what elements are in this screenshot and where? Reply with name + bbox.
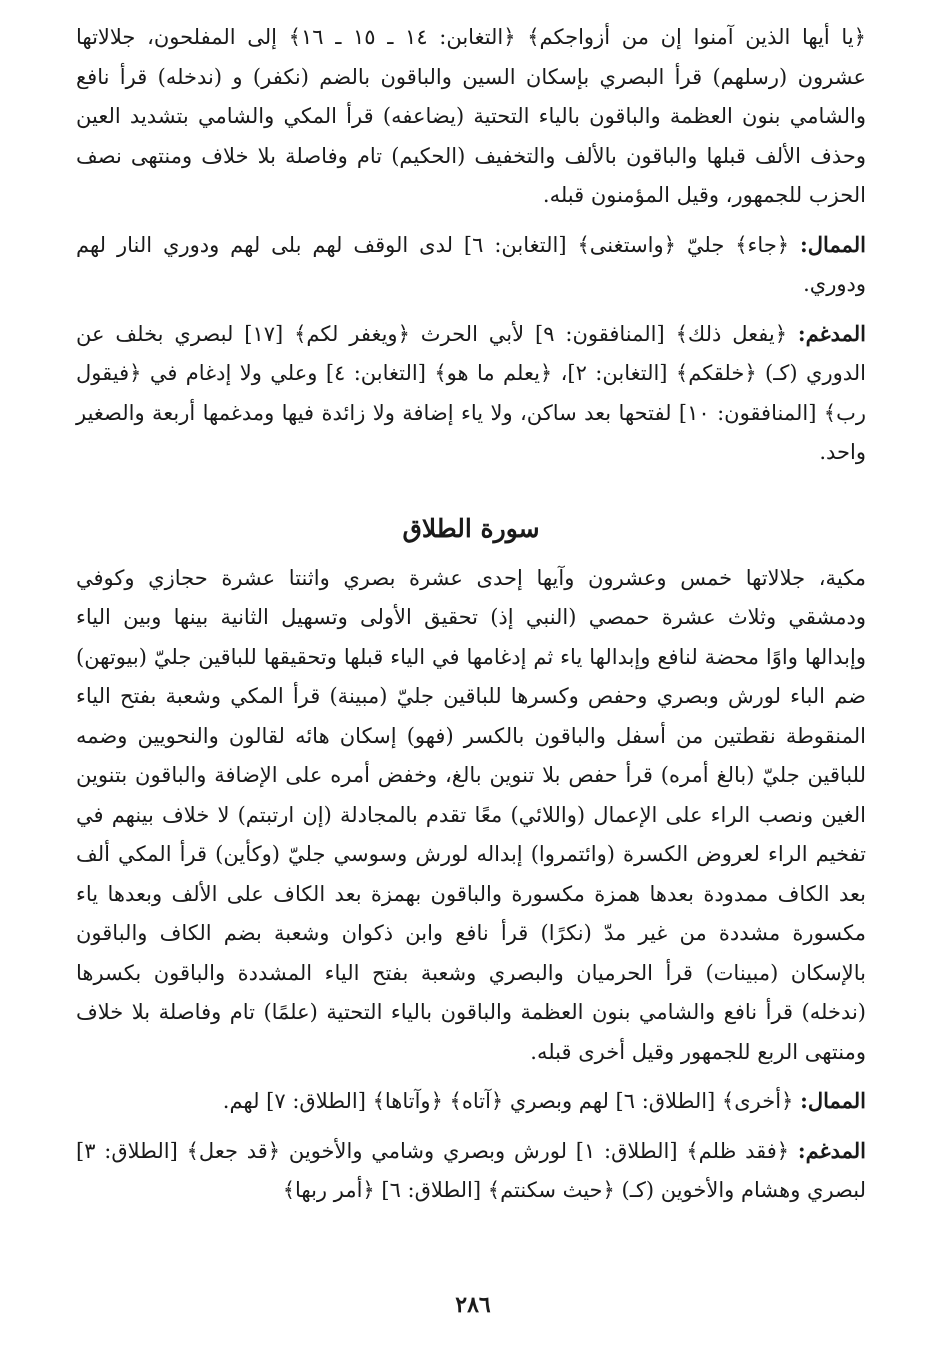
paragraph-mudgham-talaq xyxy=(76,1131,866,1211)
paragraph-taghabun-end: ﴿يا أيها الذين آمنوا إن من أزواجكم﴾ ﴿التغابن: ١٤ ـ ١٥ ـ ١٦﴾ إلى المفلحون، جلالاتها عشرون (رسلهم) قرأ البصري بإسكان السين والباقون بالضم (نكفر) و (ندخله) قرأ نافع والشامي بنون العظمة والباقون بالياء التحتية (يضاعفه) قرأ المكي والشامي بتشديد العين وحذف الألف قبلها والباقون بالألف والتخفيف (الحكيم) تام وفاصلة بلا خلاف ومنتهى نصف الحزب للجمهور، وقيل المؤمنون قبله. xyxy=(76,25,866,207)
paragraph-mumal-talaq xyxy=(76,1081,866,1122)
mumal-text: ﴿جاء﴾ جليّ ﴿واستغنى﴾ [التغابن: ٦] لدى الوقف لهم بلى لهم ودوري النار لهم ودوري. xyxy=(76,232,866,296)
paragraph-mumal-taghabun xyxy=(76,225,866,305)
mudgham-text: ﴿يفعل ذلك﴾ [المنافقون: ٩] لأبي الحرث ﴿ويغفر لكم﴾ [١٧] لبصري بخلف عن الدوري (كـ) ﴿خلقكم﴾ [التغابن: ٢]، ﴿يعلم ما هو﴾ [التغابن: ٤] وعلي ولا إدغام في ﴿فيقول رب﴾ [المنافقون: ١٠] لفتحها بعد ساكن، ولا ياء إضافة ولا زائدة فيها ومدغمها أربعة والصغير واحد. xyxy=(76,321,866,464)
paragraph-mudgham-taghabun xyxy=(76,314,866,473)
paragraph-talaq-intro: مكية، جلالاتها خمس وعشرون وآيها إحدى عشرة بصري واثنتا عشرة حجازي وكوفي ودمشقي وثلاث عشرة حمصي (النبي إذ) تحقيق الأولى وتسهيل الثانية بينها وبين الياء وإبدالها واوًا محضة لنافع وإبدالها ياء ثم إدغامها في الياء قبلها وتحقيقها للباقين جليّ (بيوتهن) ضم الباء لورش وبصري وحفص وكسرها للباقين جليّ (مبينة) قرأ المكي وشعبة بفتح الياء المنقوطة نقطتين من أسفل والباقون بالكسر (فهو) إسكان هائه لقالون والنحويين وضمه للباقين جليّ (بالغ أمره) قرأ حفص بلا تنوين بالغ، وخفض أمره على الإضافة والباقون بتنوين الغين ونصب الراء على الإعمال (واللائي) معًا تقدم بالمجادلة (إن ارتبتم) لا خلاف بينهم في تفخيم الراء لعروض الكسرة (وائتمروا) إبداله لورش وسوسي جليّ (وكأين) قرأ المكي ألف بعد الكاف ممدودة بعدها همزة مكسورة والباقون بهمزة بعد الكاف على الألف وبعدها ياء مكسورة مشددة من غير مدّ (نكرًا) قرأ نافع وابن ذكوان وشعبة بضم الكاف والباقون بالإسكان (مبينات) قرأ الحرميان والبصري وشعبة بفتح الياء المشددة والباقون بكسرها (ندخله) قرأ نافع والشامي بنون العظمة والباقون بالياء التحتية (علمًا) تام وفاصلة بلا خلاف ومنتهى الربع للجمهور وقيل أخرى قبله. xyxy=(76,565,866,1064)
mudgham-text: ﴿فقد ظلم﴾ [الطلاق: ١] لورش وبصري وشامي والأخوين ﴿قد جعل﴾ [الطلاق: ٣] لبصري وهشام والأخوين (كـ) ﴿حيث سكنتم﴾ [الطلاق: ٦] ﴿أمر ربها﴾ xyxy=(76,1138,866,1202)
surah-title: سورة الطلاق xyxy=(402,513,540,543)
page-number: ٢٨٦ xyxy=(455,1292,491,1318)
mumal-label: الممال: xyxy=(800,1088,866,1113)
mumal-label: الممال: xyxy=(800,231,866,257)
mumal-text: ﴿أخرى﴾ [الطلاق: ٦] لهم وبصري ﴿آتاه﴾ ﴿وآتاها﴾ [الطلاق: ٧] لهم. xyxy=(222,1089,794,1113)
mudgham-label: المدغم: xyxy=(797,1137,867,1163)
mudgham-label: المدغم: xyxy=(797,320,867,346)
page-body xyxy=(76,18,866,1211)
